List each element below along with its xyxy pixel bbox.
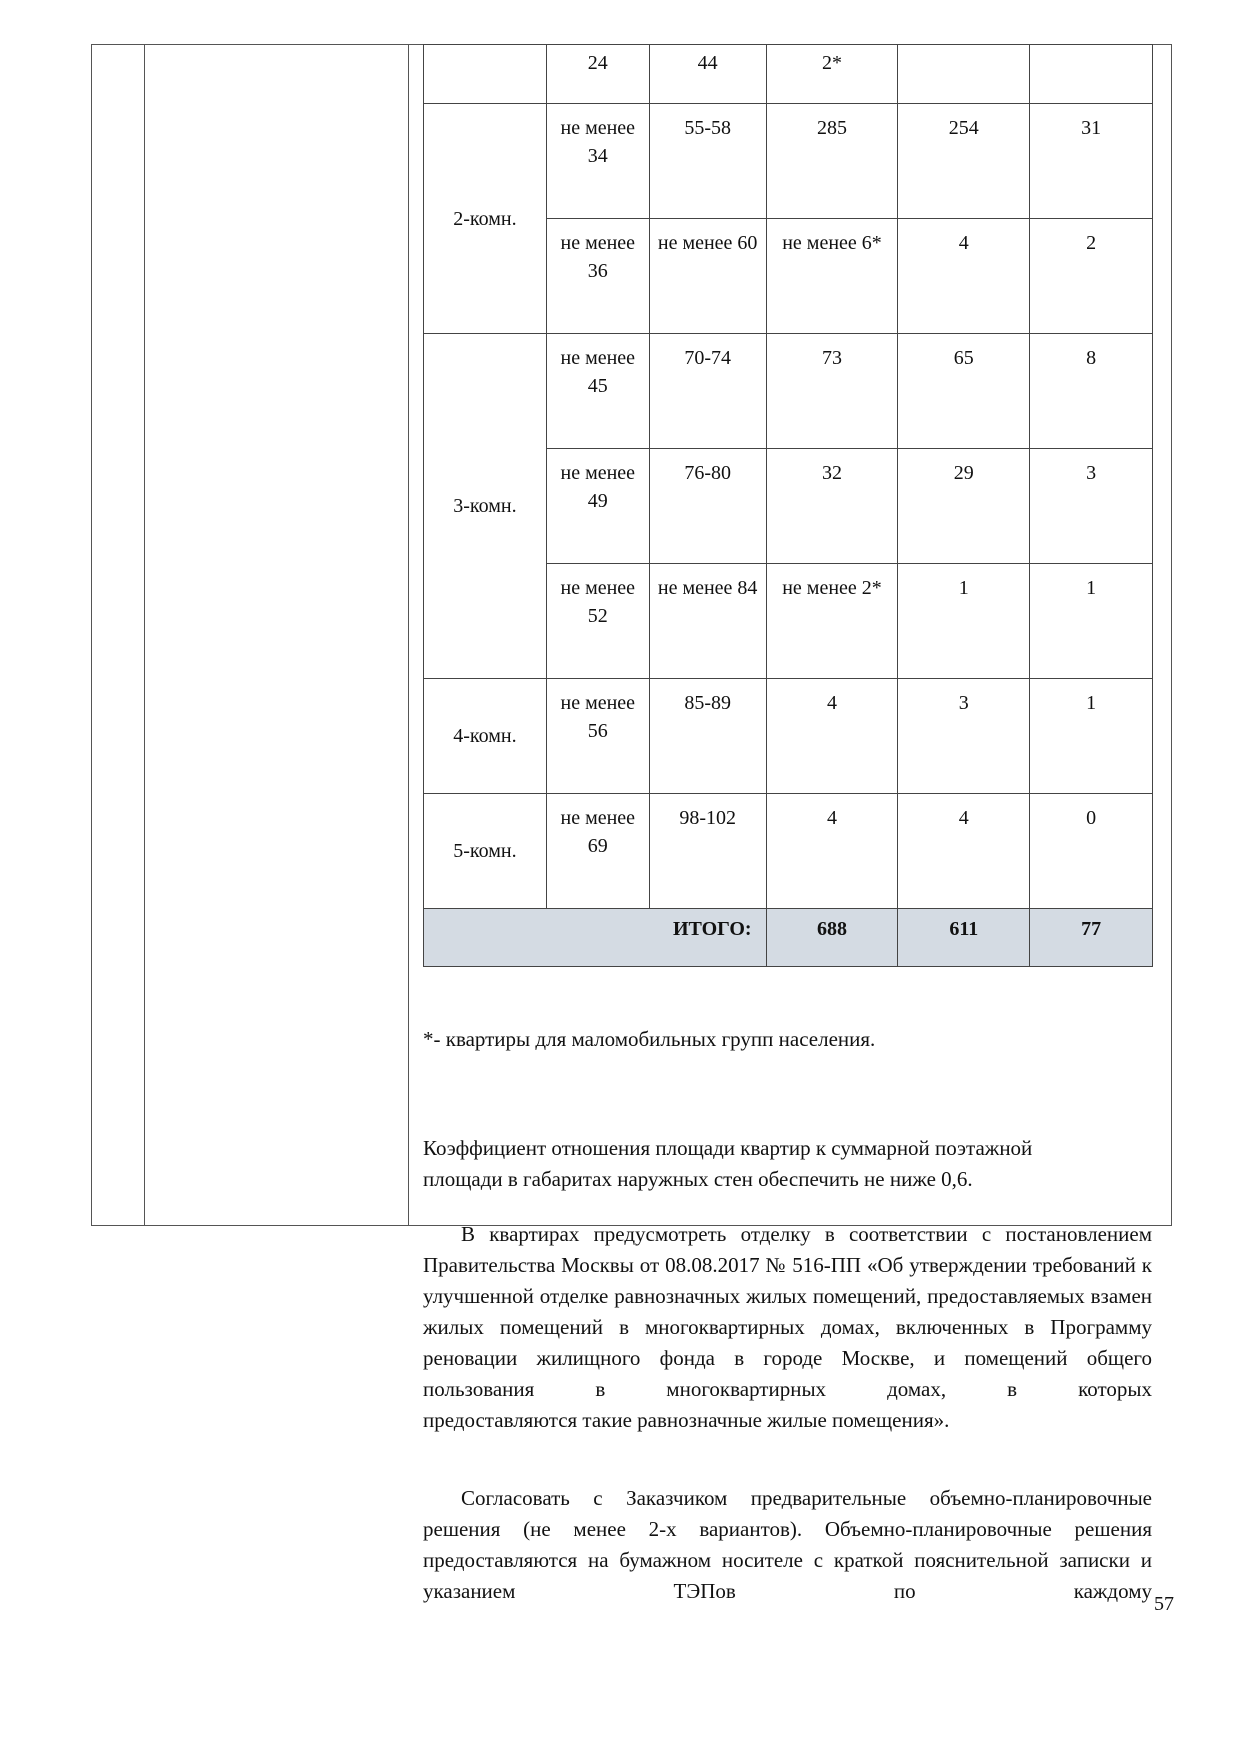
total-area-cell: 44 (649, 45, 766, 104)
page-number: 57 (1154, 1593, 1174, 1615)
count-cell: 4 (898, 794, 1030, 909)
count-cell: 285 (766, 104, 898, 219)
count-cell: не менее 6* (766, 219, 898, 334)
paragraph-body: Согласовать с Заказчиком предварительные объемно-планировочные решения (не менее 2-х вариантов). Объемно-планировочные решения предоставляются на бумажном носителе с краткой пояснительной записки и указанием ТЭПов по каждому (423, 1486, 1152, 1603)
living-area-cell: не менее 45 (546, 334, 649, 449)
total-area-cell: 76-80 (649, 449, 766, 564)
room-type-cell: 4-комн. (424, 679, 547, 794)
total-area-cell: 85-89 (649, 679, 766, 794)
area-ratio-paragraph (423, 1133, 1152, 1195)
living-area-cell: не менее 34 (546, 104, 649, 219)
total-area-cell: не менее 84 (649, 564, 766, 679)
count-cell: 2* (766, 45, 898, 104)
total-area-cell: не менее 60 (649, 219, 766, 334)
count-cell: 29 (898, 449, 1030, 564)
total-area-cell: 55-58 (649, 104, 766, 219)
count-cell: 1 (1030, 679, 1153, 794)
layout-approval-paragraph (423, 1483, 1152, 1621)
total-label: ИТОГО: (424, 909, 767, 967)
count-cell (898, 45, 1030, 104)
table-row (424, 679, 1153, 794)
count-cell: 4 (766, 794, 898, 909)
living-area-cell: не менее 49 (546, 449, 649, 564)
column-divider-2 (408, 44, 409, 1226)
count-cell: 3 (1030, 449, 1153, 564)
spacer (423, 1342, 1152, 1343)
count-cell: 4 (766, 679, 898, 794)
apartments-table (423, 44, 1153, 967)
count-cell: 2 (1030, 219, 1153, 334)
column-divider-1 (144, 44, 145, 1226)
table-row (424, 104, 1153, 219)
total-area-cell: 70-74 (649, 334, 766, 449)
count-cell: 254 (898, 104, 1030, 219)
finishing-paragraph (423, 1219, 1152, 1436)
count-cell (1030, 45, 1153, 104)
footnote: *- квартиры для маломобильных групп населения. (423, 1027, 876, 1051)
count-cell: 73 (766, 334, 898, 449)
total-value: 688 (766, 909, 898, 967)
count-cell: 3 (898, 679, 1030, 794)
living-area-cell: 24 (546, 45, 649, 104)
count-cell: 1 (1030, 564, 1153, 679)
room-type-cell: 2-комн. (424, 104, 547, 334)
room-type-cell: 5-комн. (424, 794, 547, 909)
room-type-cell (424, 45, 547, 104)
total-value: 611 (898, 909, 1030, 967)
count-cell: 4 (898, 219, 1030, 334)
count-cell: 65 (898, 334, 1030, 449)
living-area-cell: не менее 69 (546, 794, 649, 909)
living-area-cell: не менее 52 (546, 564, 649, 679)
room-type-cell: 3-комн. (424, 334, 547, 679)
table-row (424, 334, 1153, 449)
count-cell: 8 (1030, 334, 1153, 449)
paragraph-line: площади в габаритах наружных стен обеспечить не ниже 0,6. (423, 1167, 973, 1191)
living-area-cell: не менее 56 (546, 679, 649, 794)
paragraph-last-line: предоставляются такие равнозначные жилые помещения». (423, 1408, 950, 1432)
total-value: 77 (1030, 909, 1153, 967)
total-row (424, 909, 1153, 967)
table-row (424, 45, 1153, 104)
count-cell: 32 (766, 449, 898, 564)
living-area-cell: не менее 36 (546, 219, 649, 334)
paragraph-body: В квартирах предусмотреть отделку в соответствии с постановлением Правительства Москвы от 08.08.2017 № 516-ПП «Об утверждении требований к улучшенной отделке равнозначных жилых помещений, предоставляемых взамен жилых помещений в многоквартирных домах, включенных в Программу реновации жилищного фонда в городе Москве, и помещений общего пользования в многоквартирных домах, в которых (423, 1222, 1152, 1401)
count-cell: 31 (1030, 104, 1153, 219)
count-cell: 0 (1030, 794, 1153, 909)
table-row (424, 794, 1153, 909)
count-cell: 1 (898, 564, 1030, 679)
paragraph-line: Коэффициент отношения площади квартир к суммарной поэтажной (423, 1136, 1033, 1160)
total-area-cell: 98-102 (649, 794, 766, 909)
count-cell: не менее 2* (766, 564, 898, 679)
